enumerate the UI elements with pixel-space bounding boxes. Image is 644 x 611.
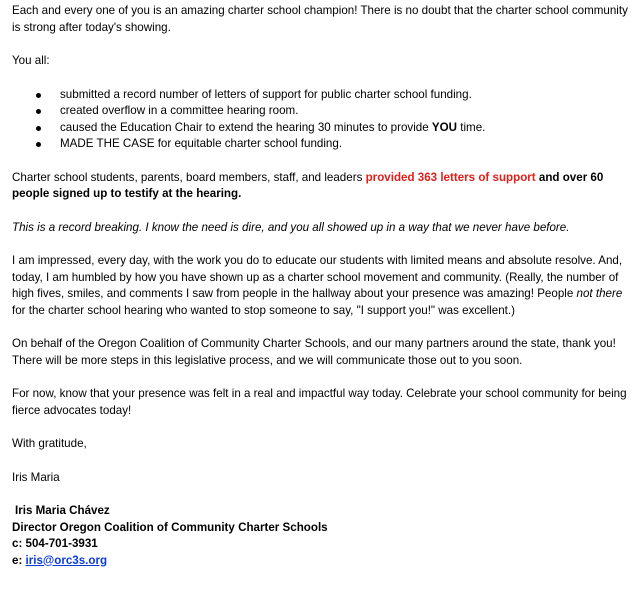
signature-name: Iris Maria Chávez bbox=[15, 504, 110, 517]
testify-highlight: and over 60 people signed up to testify at the hearing. bbox=[12, 170, 604, 200]
impressed-text-end: for the charter school hearing who wanted to stop someone to say, "I support you!" was excellent.) bbox=[12, 303, 515, 317]
impressed-text: I am impressed, every day, with the work you do to educate our students with limited means and absolute resolve. And, today, I am humbled by how you have shown up as a charter school movement and community. (Really, the number of high fives, smiles, and comments I saw from people in the hallway about your presence was amazing! People bbox=[12, 254, 623, 300]
list-item-text: caused the Education Chair to extend the hearing 30 minutes to provide bbox=[60, 120, 432, 134]
list-item: created overflow in a committee hearing room. bbox=[12, 103, 636, 120]
achievements-list bbox=[12, 87, 636, 153]
support-text: Charter school students, parents, board members, staff, and leaders bbox=[12, 170, 366, 184]
closing-line: With gratitude, bbox=[12, 437, 87, 450]
email-link[interactable]: iris@orc3s.org bbox=[25, 553, 108, 567]
signature-email-line bbox=[12, 553, 636, 570]
letters-highlight: provided 363 letters of support bbox=[365, 170, 536, 184]
behalf-paragraph: On behalf of the Oregon Coalition of Community Charter Schools, and our many partners around the state, thank you! There will be more steps in this legislative process, and we will communicate those out to you soon. bbox=[12, 337, 616, 367]
support-paragraph bbox=[12, 170, 636, 203]
intro-paragraph: Each and every one of you is an amazing charter school champion! There is no doubt that the charter school community is strong after today's showing. bbox=[12, 4, 628, 34]
record-paragraph: This is a record breaking. I know the need is dire, and you all showed up in a way that we never have before. bbox=[12, 220, 570, 234]
emphasis-you: YOU bbox=[431, 120, 458, 134]
signature-phone: c: 504-701-3931 bbox=[12, 537, 98, 550]
list-item bbox=[12, 120, 636, 137]
for-now-paragraph: For now, know that your presence was felt in a real and impactful way today. Celebrate your school community for being fierce advocates today! bbox=[12, 387, 627, 417]
signature-block bbox=[12, 503, 636, 569]
impressed-paragraph bbox=[12, 253, 636, 319]
you-all-label: You all: bbox=[12, 54, 50, 67]
signoff-name: Iris Maria bbox=[12, 470, 60, 484]
signature-title: Director Oregon Coalition of Community Charter Schools bbox=[12, 520, 328, 534]
not-there-emphasis: not there bbox=[576, 287, 623, 300]
list-item: submitted a record number of letters of support for public charter school funding. bbox=[12, 87, 636, 104]
list-item: MADE THE CASE for equitable charter school funding. bbox=[12, 136, 636, 153]
email-prefix: e: bbox=[12, 553, 26, 567]
list-item-text: time. bbox=[457, 120, 486, 134]
